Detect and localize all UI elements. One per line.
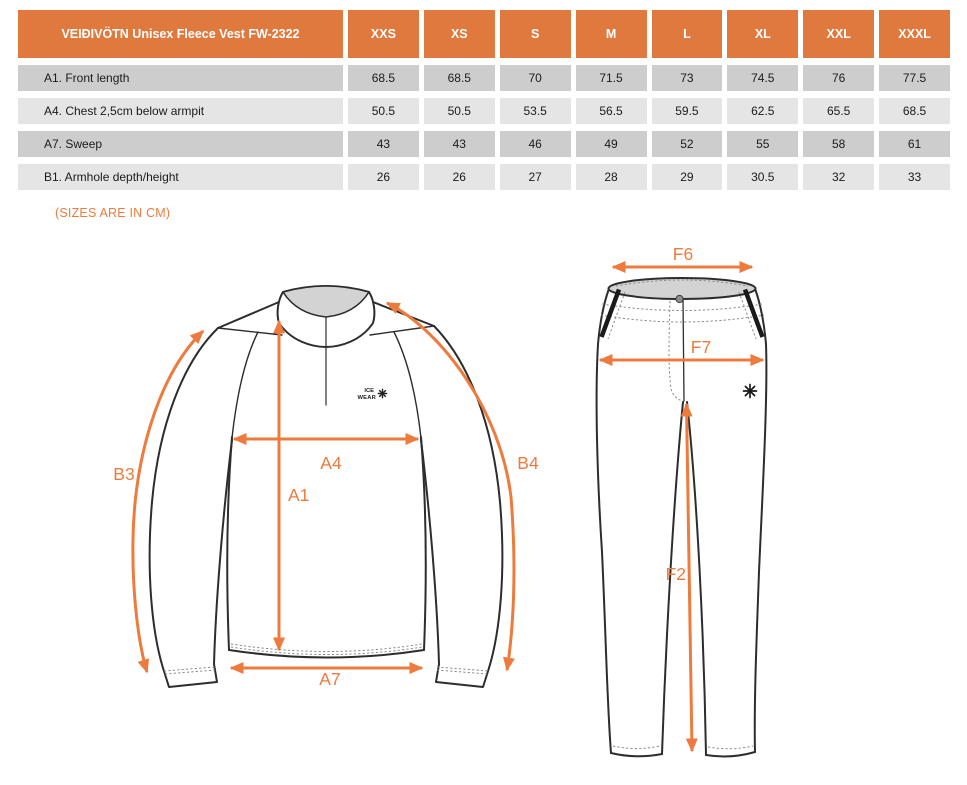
fleece-raglan-right <box>394 332 421 438</box>
pants-button <box>676 295 683 302</box>
row-label-3: B1. Armhole depth/height <box>18 164 343 190</box>
label-f7: F7 <box>690 337 712 357</box>
fleece-drawing <box>113 286 539 689</box>
logo-text-ice: ICE <box>364 388 374 394</box>
value-cell-1-7: 68.5 <box>879 98 950 124</box>
value-cell-0-7: 77.5 <box>879 65 950 91</box>
header-size-xl: XL <box>727 10 798 58</box>
size-table <box>18 10 950 190</box>
logo-snowflake-icon <box>378 389 386 397</box>
value-cell-0-0: 68.5 <box>348 65 419 91</box>
value-cell-2-7: 61 <box>879 131 950 157</box>
header-size-xxs: XXS <box>348 10 419 58</box>
label-a7: A7 <box>319 669 341 689</box>
fleece-cuff-right-stitch <box>437 667 488 671</box>
value-cell-0-1: 68.5 <box>424 65 495 91</box>
label-b3: B3 <box>113 464 135 484</box>
value-cell-2-2: 46 <box>500 131 571 157</box>
pants-left-hem-stitch <box>613 746 660 749</box>
row-label-1: A4. Chest 2,5cm below armpit <box>18 98 343 124</box>
header-size-s: S <box>500 10 571 58</box>
value-cell-1-0: 50.5 <box>348 98 419 124</box>
value-cell-2-1: 43 <box>424 131 495 157</box>
pants-right-hem-stitch <box>708 746 753 749</box>
icewear-logo <box>357 388 386 401</box>
value-cell-2-3: 49 <box>576 131 647 157</box>
value-cell-3-6: 32 <box>803 164 874 190</box>
pants-pocket-right <box>745 290 763 338</box>
fleece-cuff-left-stitch2 <box>165 670 215 674</box>
pants-waistband-stitch2 <box>601 315 764 322</box>
units-note: (SIZES ARE IN CM) <box>55 206 171 220</box>
pants-drawing <box>597 244 767 756</box>
header-size-m: M <box>576 10 647 58</box>
value-cell-1-4: 59.5 <box>652 98 723 124</box>
header-size-l: L <box>652 10 723 58</box>
row-label-2: A7. Sweep <box>18 131 343 157</box>
value-cell-0-6: 76 <box>803 65 874 91</box>
arrow-b3 <box>133 331 203 672</box>
value-cell-0-2: 70 <box>500 65 571 91</box>
value-cell-2-5: 55 <box>727 131 798 157</box>
label-b4: B4 <box>517 453 539 473</box>
fleece-shoulder-seam-left <box>218 328 282 335</box>
header-size-xxl: XXL <box>803 10 874 58</box>
header-size-xxxl: XXXL <box>879 10 950 58</box>
value-cell-3-3: 28 <box>576 164 647 190</box>
value-cell-3-7: 33 <box>879 164 950 190</box>
table-title: VEIÐIVÖTN Unisex Fleece Vest FW-2322 <box>18 10 343 58</box>
logo-text-wear: WEAR <box>357 395 376 401</box>
fleece-raglan-left <box>232 332 258 438</box>
value-cell-1-3: 56.5 <box>576 98 647 124</box>
fleece-cuff-right <box>436 664 489 687</box>
fleece-shoulder-left <box>218 302 279 328</box>
value-cell-0-4: 73 <box>652 65 723 91</box>
value-cell-2-0: 43 <box>348 131 419 157</box>
value-cell-2-6: 58 <box>803 131 874 157</box>
pants-center-front <box>683 299 684 402</box>
value-cell-2-4: 52 <box>652 131 723 157</box>
fleece-sleeve-right-outer <box>434 326 502 668</box>
label-a1: A1 <box>288 485 310 505</box>
pants-right-hem <box>706 752 755 756</box>
value-cell-3-5: 30.5 <box>727 164 798 190</box>
header-size-xs: XS <box>424 10 495 58</box>
value-cell-3-4: 29 <box>652 164 723 190</box>
measurement-diagram <box>0 240 967 785</box>
value-cell-1-2: 53.5 <box>500 98 571 124</box>
value-cell-1-6: 65.5 <box>803 98 874 124</box>
arrow-b4 <box>387 303 514 670</box>
value-cell-1-1: 50.5 <box>424 98 495 124</box>
pants-pocket-left <box>602 290 620 338</box>
label-f2: F2 <box>665 564 686 584</box>
value-cell-0-3: 71.5 <box>576 65 647 91</box>
row-label-0: A1. Front length <box>18 65 343 91</box>
value-cell-1-5: 62.5 <box>727 98 798 124</box>
value-cell-3-1: 26 <box>424 164 495 190</box>
pants-left-hem <box>611 753 662 756</box>
pants-fly-stitch <box>669 301 683 401</box>
value-cell-0-5: 74.5 <box>727 65 798 91</box>
label-f6: F6 <box>672 244 694 264</box>
label-a4: A4 <box>320 453 342 473</box>
fleece-sleeve-left-outer <box>150 328 218 668</box>
fleece-cuff-left-stitch <box>164 667 215 671</box>
value-cell-3-0: 26 <box>348 164 419 190</box>
fleece-cuff-right-stitch2 <box>437 670 487 674</box>
pants-snowflake-icon <box>744 385 757 398</box>
value-cell-3-2: 27 <box>500 164 571 190</box>
